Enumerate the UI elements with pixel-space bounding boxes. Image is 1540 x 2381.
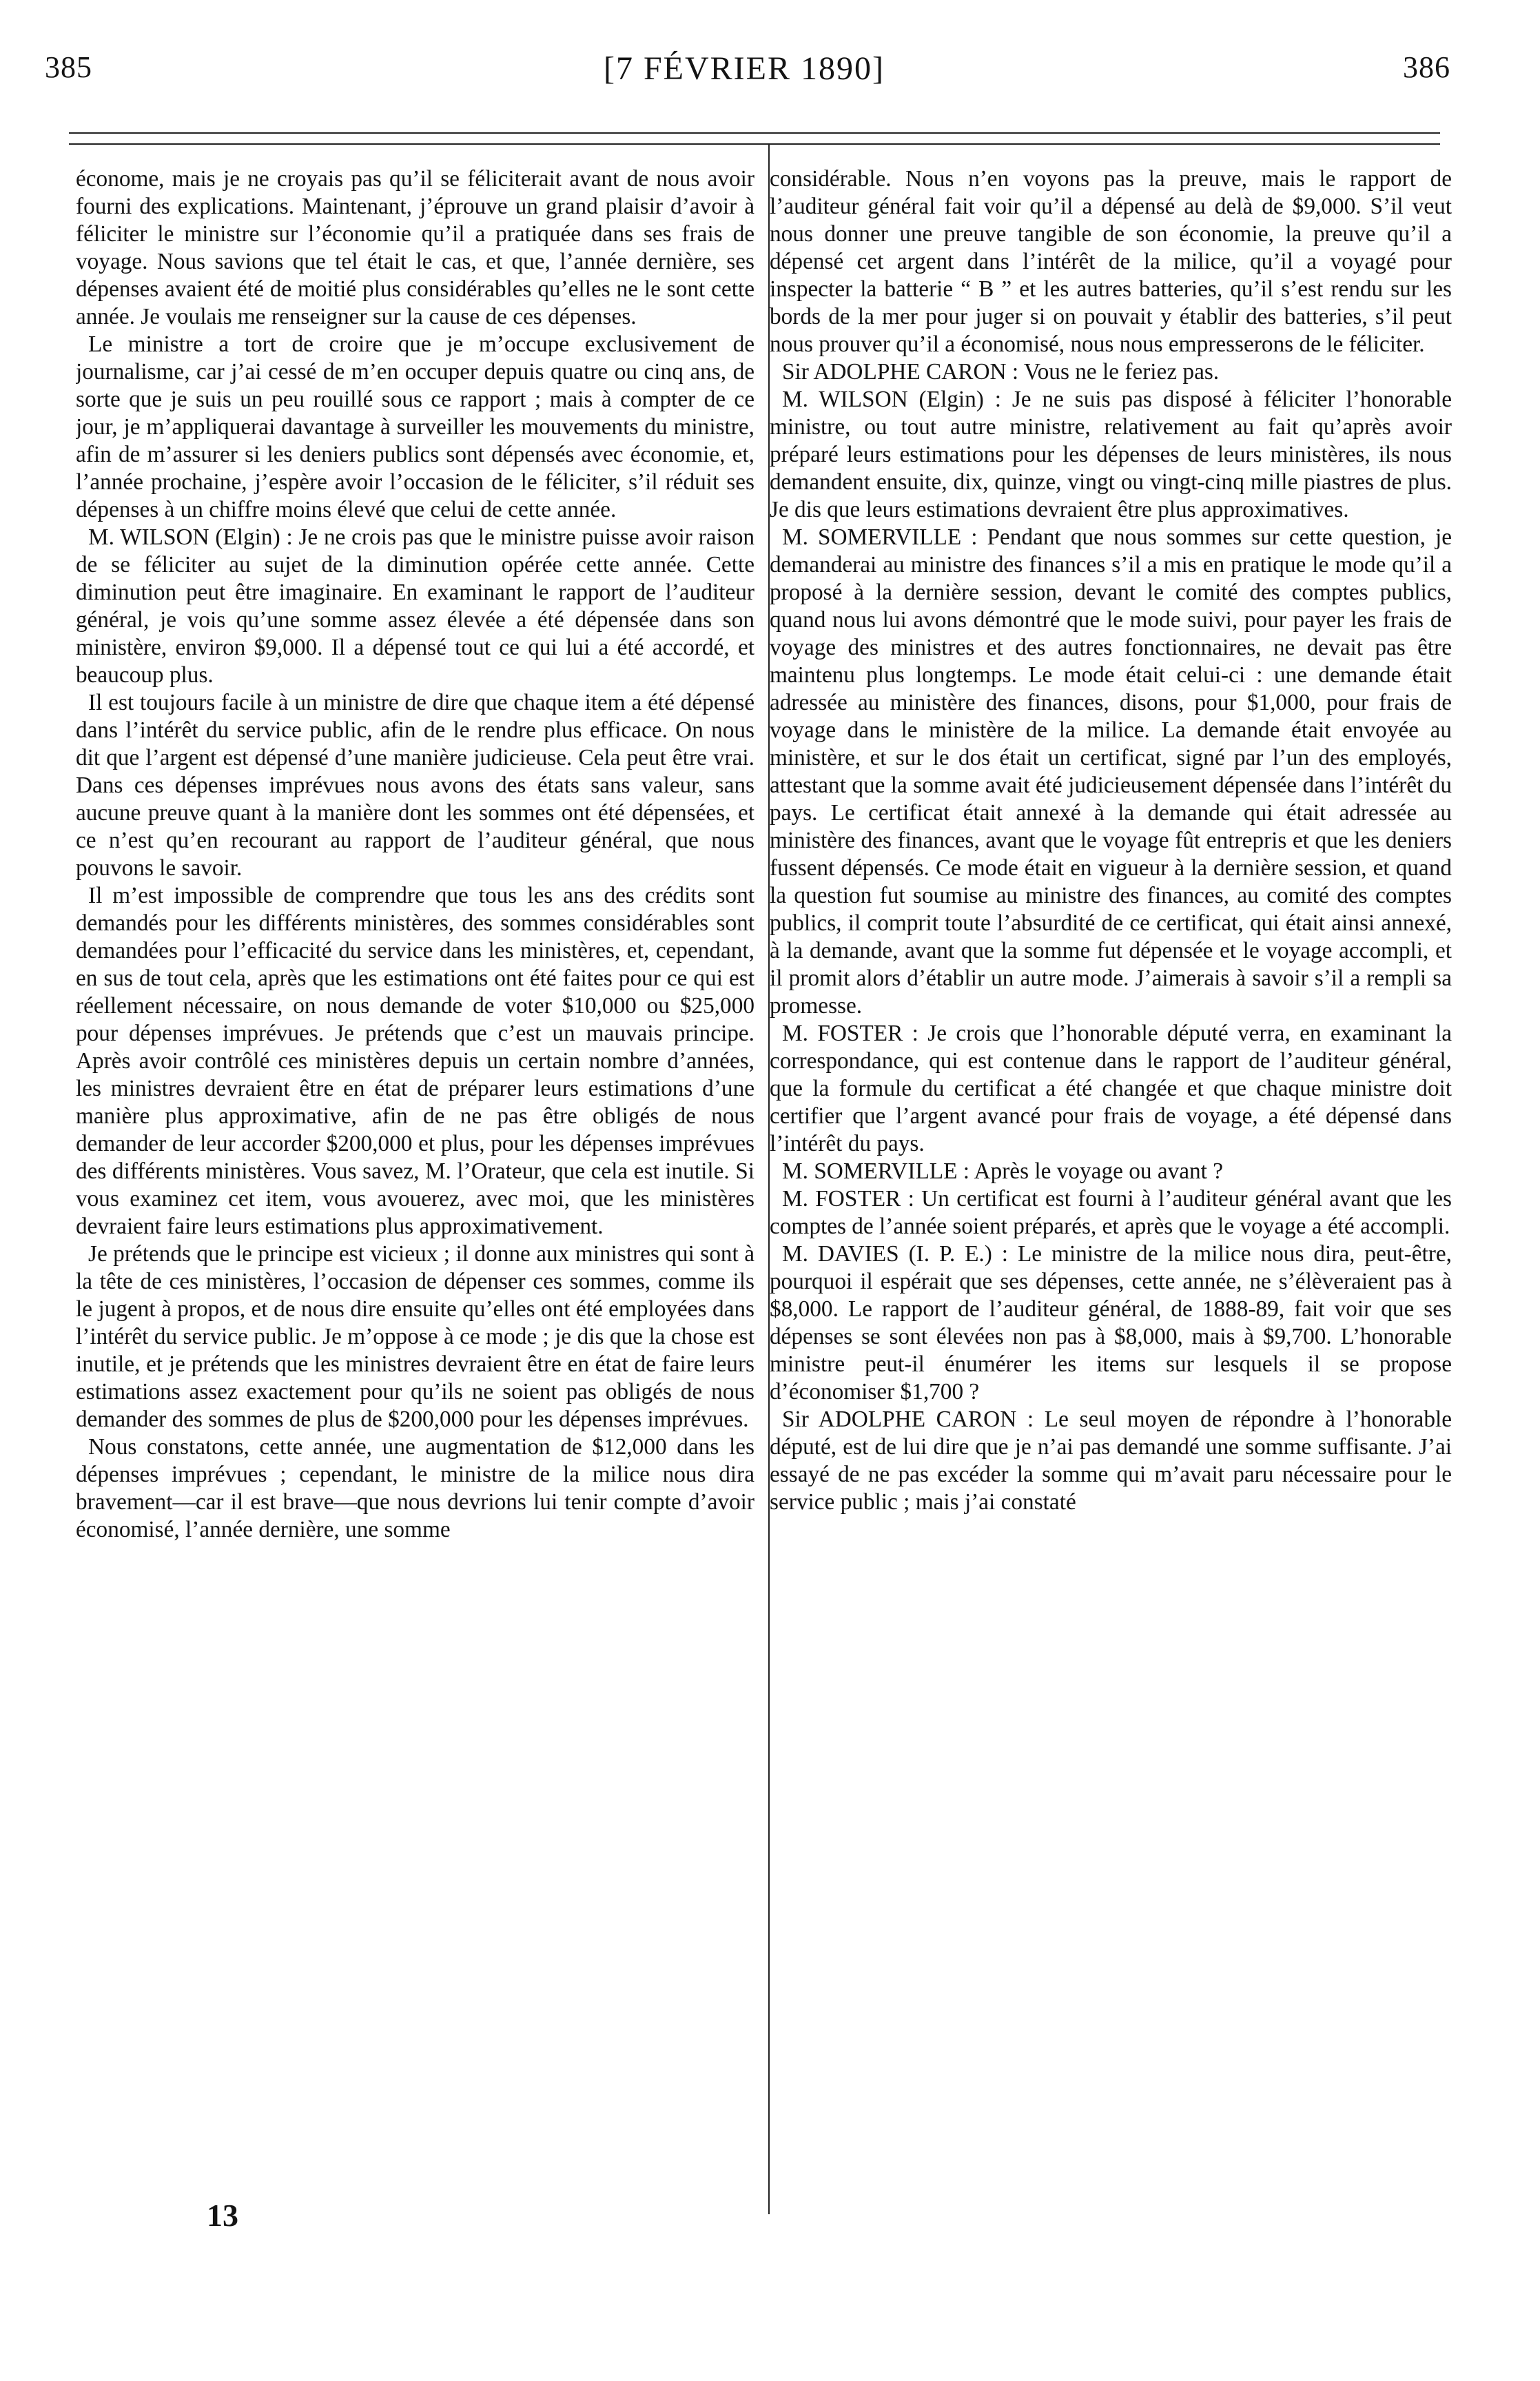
right-column <box>770 165 1452 2233</box>
paragraph: M. SOMERVILLE : Après le voyage ou avant ? <box>782 1158 1224 1184</box>
paragraph: économe, mais je ne croyais pas qu’il se féliciterait avant de nous avoir fourni des explications. Maintenant, j’éprouve un grand plaisir d’avoir à féliciter le ministre sur l’économie qu’il a pratiquée dans ses frais de voyage. Nous savions que tel était le cas, et que, l’année dernière, ses dépenses avaient été de moitié plus considérables qu’elles ne le sont cette année. Je voulais me renseigner sur la cause de ces dépenses. <box>76 166 754 329</box>
page-number-right: 386 <box>1403 50 1450 84</box>
header-rule-top <box>69 132 1440 134</box>
page-header <box>38 50 1450 91</box>
paragraph: considérable. Nous n’en voyons pas la preuve, mais le rapport de l’auditeur général fait voir qu’il a dépensé au delà de $9,000. S’il veut nous donner une preuve tangible de son économie, la preuve qu’il a dépensé cet argent dans l’intérêt de la milice, qu’il a voyagé pour inspecter la batterie “ B ” et les autres batteries, qu’il s’est rendu sur les bords de la mer pour juger si on pouvait y établir des batteries, s’il peut nous prouver qu’il a économisé, nous nous empresserons de le féliciter. <box>770 166 1452 357</box>
paragraph: Sir ADOLPHE CARON : Le seul moyen de répondre à l’honorable député, est de lui dire que je n’ai pas demandé une somme suffisante. J’ai essayé de ne pas excéder la somme qui m’avait paru nécessaire pour le service public ; mais j’ai constaté <box>770 1407 1452 1515</box>
paragraph: M. FOSTER : Je crois que l’honorable député verra, en examinant la correspondance, qui est contenue dans le rapport de l’auditeur général, que la formule du certificat a été changée et que chaque ministre doit certifier que l’argent avancé pour frais de voyage, a été dépensé dans l’intérêt du pays. <box>770 1021 1452 1156</box>
paragraph: Le ministre a tort de croire que je m’occupe exclusivement de journalisme, car j’ai cessé de m’en occuper depuis quatre ou cinq ans, de sorte que je suis un peu rouillé sous ce rapport ; mais à compter de ce jour, je m’appliquerai davantage à surveiller les mouvements du ministre, afin de m’assurer si les deniers publics sont dépensés avec économie, et, l’année prochaine, j’espère avoir l’occasion de le féliciter, s’il réduit ses dépenses à un chiffre moins élevé que celui de cette année. <box>76 331 754 522</box>
page-title: [7 FÉVRIER 1890] <box>604 50 885 87</box>
page-number-left: 385 <box>45 50 92 84</box>
paragraph: Il est toujours facile à un ministre de dire que chaque item a été dépensé dans l’intérêt du service public, afin de le rendre plus efficace. On nous dit que l’argent est dépensé d’une manière judicieuse. Cela peut être vrai. Dans ces dépenses imprévues nous avons des états sans valeur, sans aucune preuve quant à la manière dont les sommes ont été dépensées, et ce n’est qu’en recourant au rapport de l’auditeur général, que nous pouvons le savoir. <box>76 690 754 881</box>
paragraph: M. WILSON (Elgin) : Je ne crois pas que le ministre puisse avoir raison de se féliciter au sujet de la diminution opérée cette année. Cette diminution peut être imaginaire. En examinant le rapport de l’auditeur général, je vois qu’une somme assez élevée a été dépensée dans son ministère, environ $9,000. Il a dépensé tout ce qui lui a été accordé, et beaucoup plus. <box>76 524 754 688</box>
paragraph: M. DAVIES (I. P. E.) : Le ministre de la milice nous dira, peut-être, pourquoi il espérait que ses dépenses, cette année, ne s’élèveraient pas à $8,000. Le rapport de l’auditeur général, de 1888-89, fait voir que ses dépenses se sont élevées non pas à $8,000, mais à $9,700. L’honorable ministre peut-il énumérer les items sur lesquels il se propose d’économiser $1,700 ? <box>770 1241 1452 1404</box>
paragraph: M. FOSTER : Un certificat est fourni à l’auditeur général avant que les comptes de l’année soient préparés, et après que le voyage a été accompli. <box>770 1186 1452 1239</box>
paragraph: M. SOMERVILLE : Pendant que nous sommes sur cette question, je demanderai au ministre des finances s’il a mis en pratique le mode qu’il a proposé à la dernière session, devant le comité des comptes publics, quand nous lui avons démontré que le mode suivi, pour payer les frais de voyage des ministres et des autres fonctionnaires, ne devait pas être maintenu plus longtemps. Le mode était celui-ci : une demande était adressée au ministère des finances, disons, pour $1,000, pour frais de voyage dans le ministère de la milice. La demande était envoyée au ministère, et sur le dos était un certificat, signé par l’un des employés, attestant que la somme avait été judicieusement dépensée dans l’intérêt du pays. Le certificat était annexé à la demande qui était adressée au ministère des finances, avant que le voyage fût entrepris et que les deniers fussent dépensés. Ce mode était en vigueur à la dernière session, et quand la question fut soumise au ministre des finances, au comité des comptes publics, il comprit toute l’absurdité de ce certificat, qui était ainsi annexé, à la demande, avant que la somme fut dépensée et le voyage accompli, et il promit alors d’établir un autre mode. J’aimerais à savoir s’il a rempli sa promesse. <box>770 524 1452 1019</box>
paragraph: Je prétends que le principe est vicieux ; il donne aux ministres qui sont à la tête de ces ministères, l’occasion de dépenser ces sommes, comme ils le jugent à propos, et de nous dire ensuite qu’elles ont été employées dans l’intérêt du service public. Je m’oppose à ce mode ; je dis que la chose est inutile, et je prétends que les ministres devraient être en état de faire leurs estimations assez exactement pour qu’ils ne soient pas obligés de nous demander des sommes de plus de $200,000 pour les dépenses imprévues. <box>76 1241 754 1432</box>
header-rule-bottom <box>69 143 1440 145</box>
paragraph: Nous constatons, cette année, une augmentation de $12,000 dans les dépenses imprévues ; cependant, le ministre de la milice nous dira bravement—car il est brave—que nous devrions lui tenir compte d’avoir économisé, l’année dernière, une somme <box>76 1434 754 1542</box>
paragraph: M. WILSON (Elgin) : Je ne suis pas disposé à féliciter l’honorable ministre, ou tout autre ministre, relativement au fait qu’après avoir préparé leurs estimations pour les dépenses de leurs ministères, ils nous demandent ensuite, dix, quinze, vingt ou vingt-cinq mille piastres de plus. Je dis que leurs estimations devraient être plus approximatives. <box>770 387 1452 522</box>
paragraph: Sir ADOLPHE CARON : Vous ne le feriez pas. <box>782 359 1220 385</box>
left-column <box>76 165 754 2233</box>
paragraph: Il m’est impossible de comprendre que tous les ans des crédits sont demandés pour les différents ministères, des sommes considérables sont demandées pour l’efficacité du service dans les ministères, et, cependant, en sus de tout cela, après que les estimations ont été faites pour ce qui est réellement nécessaire, on nous demande de voter $10,000 ou $25,000 pour dépenses imprévues. Je prétends que c’est un mauvais principe. Après avoir contrôlé ces ministères depuis un certain nombre d’années, les ministres devraient être en état de préparer leurs estimations d’une manière plus approximative, afin de ne pas être obligés de nous demander de leur accorder $200,000 et plus, pour les dépenses imprévues des différents ministères. Vous savez, M. l’Orateur, que cela est inutile. Si vous examinez cet item, vous avouerez, avec moi, que les ministères devraient faire leurs estimations plus approximativement. <box>76 883 754 1239</box>
signature-mark: 13 <box>207 2198 238 2233</box>
